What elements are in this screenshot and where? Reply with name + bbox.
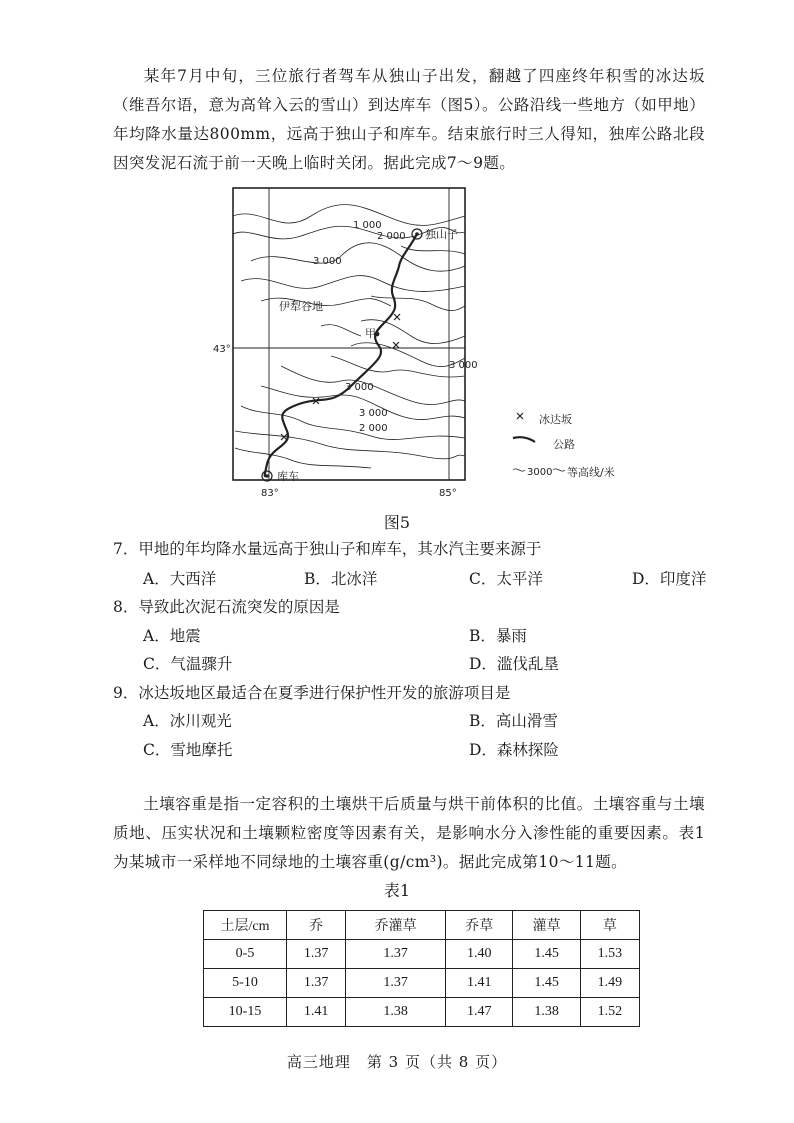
table-cell: 1.40 — [446, 940, 513, 969]
table-cell: 1.47 — [446, 998, 513, 1027]
q7-option-b: B．北冰洋 — [304, 570, 378, 588]
table-cell: 1.37 — [287, 940, 346, 969]
table-cell: 0-5 — [204, 940, 287, 969]
passage-1 — [113, 62, 705, 178]
table-cell: 1.37 — [346, 969, 446, 998]
table-cell: 1.45 — [513, 940, 580, 969]
q9-option-b: B．高山滑雪 — [469, 712, 558, 730]
table-cell: 5-10 — [204, 969, 287, 998]
q8-option-a: A．地震 — [143, 627, 201, 645]
question-9-stem: 9．冰达坂地区最适合在夏季进行保护性开发的旅游项目是 — [113, 684, 511, 702]
question-8-stem: 8．导致此次泥石流突发的原因是 — [113, 598, 340, 616]
passage-1-text: 某年7月中旬，三位旅行者驾车从独山子出发，翻越了四座终年积雪的冰达坂（维吾尔语，意为高耸入云的雪山）到达库车（图5）。公路沿线一些地方（如甲地）年均降水量达800mm，远高于独山子和库车。结束旅行时三人得知，独库公路北段因突发泥石流于前一天晚上临时关闭。据此完成7～9题。 — [113, 67, 705, 172]
passage-2-text: 土壤容重是指一定容积的土壤烘干后质量与烘干前体积的比值。土壤容重与土壤质地、压实状况和土壤颗粒密度等因素有关，是影响水分入渗性能的重要因素。表1为某城市一采样地不同绿地的土壤容重(g/cm³)。据此完成第10～11题。 — [113, 795, 705, 871]
q8-option-d: D．滥伐乱垦 — [469, 655, 559, 673]
contour-label-3000-nw: 3 000 — [313, 256, 342, 267]
table-cell: 1.38 — [513, 998, 580, 1027]
contour-label-3000-south: 3 000 — [359, 408, 388, 419]
q8-option-c: C．气温骤升 — [143, 655, 233, 673]
table-cell: 1.38 — [346, 998, 446, 1027]
contour-lines — [233, 205, 465, 468]
contour-label-2000-north: 2 000 — [377, 231, 406, 242]
q7-option-c: C．太平洋 — [469, 570, 543, 588]
table-cell: 1.45 — [513, 969, 580, 998]
header-cell: 草 — [580, 911, 639, 940]
table-title: 表1 — [383, 881, 411, 900]
lon-label-85: 85° — [439, 488, 457, 499]
q9-option-d: D．森林探险 — [469, 741, 559, 759]
header-cell: 灌草 — [513, 911, 580, 940]
table-row — [204, 998, 640, 1027]
table-cell: 1.49 — [580, 969, 639, 998]
header-cell: 土层/cm — [204, 911, 287, 940]
legend-road-label: 公路 — [553, 438, 575, 451]
table-header-row — [204, 911, 640, 940]
legend-pass-label: 冰达坂 — [539, 413, 572, 426]
figure-caption: 图5 — [383, 513, 411, 532]
header-cell: 乔灌草 — [346, 911, 446, 940]
contour-label-1000: 1 000 — [353, 220, 382, 231]
lat-label-43: 43° — [213, 344, 231, 355]
pass-markers — [281, 314, 400, 440]
table-cell: 10-15 — [204, 998, 287, 1027]
q9-option-a: A．冰川观光 — [143, 712, 232, 730]
table-cell: 1.53 — [580, 940, 639, 969]
passage-2 — [113, 790, 705, 877]
table-cell: 1.52 — [580, 998, 639, 1027]
topographic-map — [213, 186, 651, 499]
question-7-stem: 7．甲地的年均降水量远高于独山子和库车，其水汽主要来源于 — [113, 540, 542, 558]
q7-option-a: A．大西洋 — [143, 570, 217, 588]
q8-option-b: B．暴雨 — [469, 627, 527, 645]
map-legend — [513, 412, 615, 479]
table-cell: 1.37 — [346, 940, 446, 969]
table-cell: 1.37 — [287, 969, 346, 998]
legend-contour-value: 3000 — [527, 467, 553, 478]
label-yili: 伊犁谷地 — [279, 300, 323, 313]
header-cell: 乔草 — [446, 911, 513, 940]
lon-label-83: 83° — [261, 488, 279, 499]
q7-option-d: D．印度洋 — [632, 570, 707, 588]
table-cell: 1.41 — [287, 998, 346, 1027]
legend-contour-label: 等高线/米 — [567, 466, 615, 479]
table-row — [204, 940, 640, 969]
table-cell: 1.41 — [446, 969, 513, 998]
q9-option-c: C．雪地摩托 — [143, 741, 233, 759]
label-dushanzi: 独山子 — [425, 228, 458, 241]
contour-label-3000-east: 3 000 — [449, 360, 478, 371]
label-kuche: 库车 — [277, 470, 299, 483]
contour-label-3000-mid: 3 000 — [345, 382, 374, 393]
page-footer: 高三地理 第 3 页（共 8 页） — [286, 1053, 508, 1071]
contour-label-2000-south: 2 000 — [359, 423, 388, 434]
label-jia: 甲 — [365, 327, 376, 340]
soil-density-table — [203, 910, 640, 1027]
header-cell: 乔 — [287, 911, 346, 940]
table-row — [204, 969, 640, 998]
